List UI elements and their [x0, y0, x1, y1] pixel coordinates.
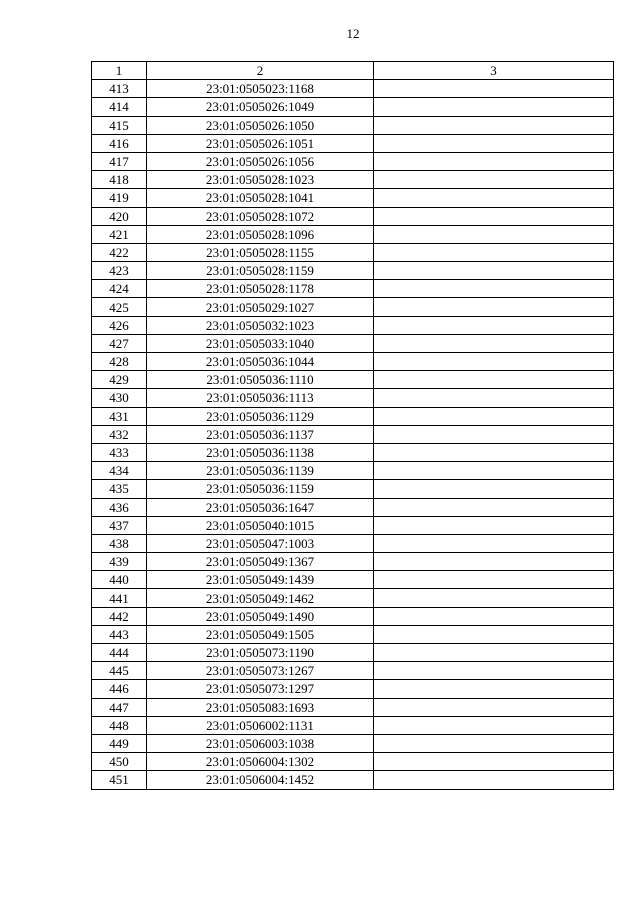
- row-number-cell: 443: [92, 625, 147, 643]
- cadastral-number-cell: 23:01:0505033:1040: [147, 334, 374, 352]
- note-cell: [374, 171, 614, 189]
- cadastral-number-cell: 23:01:0505049:1462: [147, 589, 374, 607]
- note-cell: [374, 716, 614, 734]
- row-number-cell: 430: [92, 389, 147, 407]
- cadastral-number-cell: 23:01:0506004:1452: [147, 771, 374, 789]
- row-number-cell: 444: [92, 644, 147, 662]
- cadastral-number-cell: 23:01:0505028:1159: [147, 262, 374, 280]
- column-header-3: 3: [374, 62, 614, 80]
- row-number-cell: 414: [92, 98, 147, 116]
- note-cell: [374, 607, 614, 625]
- cadastral-number-cell: 23:01:0506004:1302: [147, 753, 374, 771]
- row-number-cell: 441: [92, 589, 147, 607]
- note-cell: [374, 462, 614, 480]
- cadastral-number-cell: 23:01:0505026:1051: [147, 134, 374, 152]
- cadastral-number-cell: 23:01:0505026:1050: [147, 116, 374, 134]
- note-cell: [374, 571, 614, 589]
- table-row: [92, 389, 614, 407]
- note-cell: [374, 152, 614, 170]
- row-number-cell: 440: [92, 571, 147, 589]
- cadastral-number-cell: 23:01:0505040:1015: [147, 516, 374, 534]
- cadastral-number-cell: 23:01:0505028:1072: [147, 207, 374, 225]
- row-number-cell: 448: [92, 716, 147, 734]
- cadastral-table: [91, 61, 614, 790]
- cadastral-number-cell: 23:01:0505036:1138: [147, 443, 374, 461]
- note-cell: [374, 371, 614, 389]
- row-number-cell: 451: [92, 771, 147, 789]
- note-cell: [374, 753, 614, 771]
- row-number-cell: 445: [92, 662, 147, 680]
- row-number-cell: 446: [92, 680, 147, 698]
- row-number-cell: 420: [92, 207, 147, 225]
- cadastral-number-cell: 23:01:0505036:1110: [147, 371, 374, 389]
- cadastral-number-cell: 23:01:0505036:1137: [147, 425, 374, 443]
- table-row: [92, 98, 614, 116]
- note-cell: [374, 134, 614, 152]
- cadastral-number-cell: 23:01:0505036:1159: [147, 480, 374, 498]
- row-number-cell: 434: [92, 462, 147, 480]
- row-number-cell: 413: [92, 80, 147, 98]
- table-row: [92, 152, 614, 170]
- row-number-cell: 438: [92, 534, 147, 552]
- cadastral-number-cell: 23:01:0505036:1129: [147, 407, 374, 425]
- row-number-cell: 418: [92, 171, 147, 189]
- cadastral-number-cell: 23:01:0505049:1367: [147, 553, 374, 571]
- note-cell: [374, 534, 614, 552]
- cadastral-number-cell: 23:01:0505083:1693: [147, 698, 374, 716]
- table-row: [92, 353, 614, 371]
- row-number-cell: 442: [92, 607, 147, 625]
- note-cell: [374, 243, 614, 261]
- row-number-cell: 432: [92, 425, 147, 443]
- row-number-cell: 422: [92, 243, 147, 261]
- row-number-cell: 447: [92, 698, 147, 716]
- table-row: [92, 589, 614, 607]
- table-row: [92, 625, 614, 643]
- row-number-cell: 423: [92, 262, 147, 280]
- cadastral-number-cell: 23:01:0505026:1056: [147, 152, 374, 170]
- table-row: [92, 698, 614, 716]
- table-row: [92, 371, 614, 389]
- table-row: [92, 644, 614, 662]
- table-row: [92, 134, 614, 152]
- row-number-cell: 449: [92, 734, 147, 752]
- note-cell: [374, 734, 614, 752]
- row-number-cell: 415: [92, 116, 147, 134]
- note-cell: [374, 625, 614, 643]
- note-cell: [374, 298, 614, 316]
- table-row: [92, 334, 614, 352]
- row-number-cell: 421: [92, 225, 147, 243]
- note-cell: [374, 316, 614, 334]
- cadastral-number-cell: 23:01:0505047:1003: [147, 534, 374, 552]
- note-cell: [374, 516, 614, 534]
- note-cell: [374, 680, 614, 698]
- table-row: [92, 680, 614, 698]
- note-cell: [374, 116, 614, 134]
- row-number-cell: 437: [92, 516, 147, 534]
- cadastral-number-cell: 23:01:0505023:1168: [147, 80, 374, 98]
- row-number-cell: 419: [92, 189, 147, 207]
- cadastral-number-cell: 23:01:0505073:1190: [147, 644, 374, 662]
- table-row: [92, 316, 614, 334]
- cadastral-number-cell: 23:01:0506002:1131: [147, 716, 374, 734]
- cadastral-number-cell: 23:01:0505049:1439: [147, 571, 374, 589]
- page-number: 12: [346, 26, 360, 41]
- note-cell: [374, 225, 614, 243]
- table-row: [92, 498, 614, 516]
- row-number-cell: 417: [92, 152, 147, 170]
- cadastral-number-cell: 23:01:0505026:1049: [147, 98, 374, 116]
- row-number-cell: 450: [92, 753, 147, 771]
- note-cell: [374, 553, 614, 571]
- table-row: [92, 462, 614, 480]
- cadastral-number-cell: 23:01:0505028:1155: [147, 243, 374, 261]
- table-row: [92, 262, 614, 280]
- row-number-cell: 416: [92, 134, 147, 152]
- cadastral-number-cell: 23:01:0505073:1267: [147, 662, 374, 680]
- cadastral-number-cell: 23:01:0505049:1505: [147, 625, 374, 643]
- cadastral-number-cell: 23:01:0505049:1490: [147, 607, 374, 625]
- note-cell: [374, 662, 614, 680]
- row-number-cell: 425: [92, 298, 147, 316]
- note-cell: [374, 98, 614, 116]
- table-body: [92, 80, 614, 789]
- table-header-row: [92, 62, 614, 80]
- note-cell: [374, 407, 614, 425]
- note-cell: [374, 189, 614, 207]
- cadastral-number-cell: 23:01:0506003:1038: [147, 734, 374, 752]
- table-row: [92, 516, 614, 534]
- table-row: [92, 243, 614, 261]
- cadastral-number-cell: 23:01:0505028:1178: [147, 280, 374, 298]
- row-number-cell: 431: [92, 407, 147, 425]
- note-cell: [374, 698, 614, 716]
- table-row: [92, 116, 614, 134]
- table-row: [92, 534, 614, 552]
- table-row: [92, 280, 614, 298]
- note-cell: [374, 334, 614, 352]
- cadastral-number-cell: 23:01:0505036:1647: [147, 498, 374, 516]
- table-row: [92, 171, 614, 189]
- cadastral-number-cell: 23:01:0505036:1044: [147, 353, 374, 371]
- table-row: [92, 443, 614, 461]
- table-row: [92, 734, 614, 752]
- cadastral-number-cell: 23:01:0505032:1023: [147, 316, 374, 334]
- table-row: [92, 607, 614, 625]
- row-number-cell: 426: [92, 316, 147, 334]
- note-cell: [374, 389, 614, 407]
- cadastral-number-cell: 23:01:0505028:1023: [147, 171, 374, 189]
- cadastral-number-cell: 23:01:0505029:1027: [147, 298, 374, 316]
- row-number-cell: 436: [92, 498, 147, 516]
- table-row: [92, 407, 614, 425]
- note-cell: [374, 771, 614, 789]
- row-number-cell: 433: [92, 443, 147, 461]
- note-cell: [374, 443, 614, 461]
- table-row: [92, 771, 614, 789]
- table-row: [92, 662, 614, 680]
- table-row: [92, 480, 614, 498]
- note-cell: [374, 207, 614, 225]
- table-row: [92, 553, 614, 571]
- note-cell: [374, 480, 614, 498]
- row-number-cell: 439: [92, 553, 147, 571]
- cadastral-number-cell: 23:01:0505028:1041: [147, 189, 374, 207]
- note-cell: [374, 644, 614, 662]
- note-cell: [374, 498, 614, 516]
- note-cell: [374, 280, 614, 298]
- note-cell: [374, 589, 614, 607]
- row-number-cell: 435: [92, 480, 147, 498]
- column-header-1: 1: [92, 62, 147, 80]
- table-row: [92, 80, 614, 98]
- table-row: [92, 716, 614, 734]
- table-row: [92, 189, 614, 207]
- cadastral-number-cell: 23:01:0505073:1297: [147, 680, 374, 698]
- note-cell: [374, 425, 614, 443]
- cadastral-number-cell: 23:01:0505036:1139: [147, 462, 374, 480]
- table-row: [92, 207, 614, 225]
- table-row: [92, 571, 614, 589]
- table-row: [92, 425, 614, 443]
- row-number-cell: 429: [92, 371, 147, 389]
- cadastral-number-cell: 23:01:0505028:1096: [147, 225, 374, 243]
- table-row: [92, 225, 614, 243]
- table-row: [92, 298, 614, 316]
- note-cell: [374, 80, 614, 98]
- row-number-cell: 428: [92, 353, 147, 371]
- row-number-cell: 424: [92, 280, 147, 298]
- table-row: [92, 753, 614, 771]
- row-number-cell: 427: [92, 334, 147, 352]
- column-header-2: 2: [147, 62, 374, 80]
- cadastral-number-cell: 23:01:0505036:1113: [147, 389, 374, 407]
- note-cell: [374, 353, 614, 371]
- note-cell: [374, 262, 614, 280]
